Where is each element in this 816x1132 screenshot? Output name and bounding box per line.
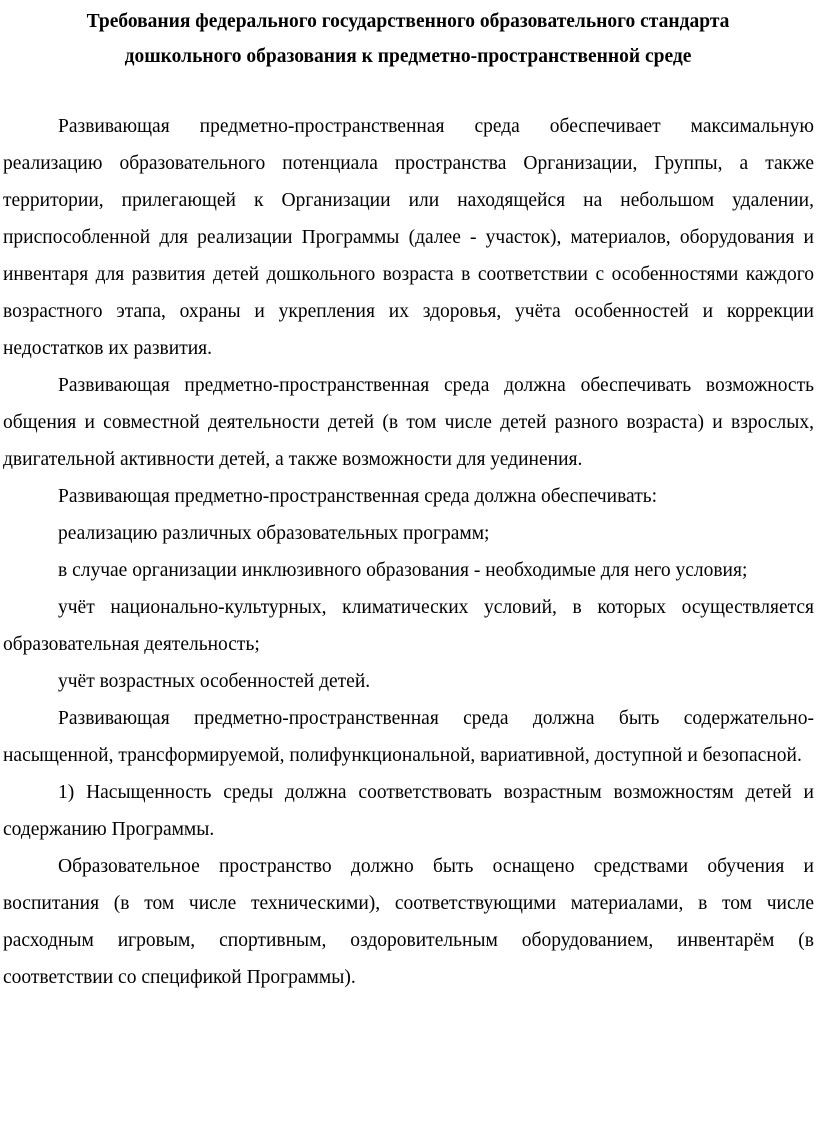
paragraph: Развивающая предметно-пространственная среда должна обеспечивать возможность общения и совместной деятельности детей (в том числе детей разного возраста) и взрослых, двигательной активности детей, а также возможности для уединения. <box>3 375 814 470</box>
document-body <box>3 108 814 996</box>
title-line-2: дошкольного образования к предметно-пространственной среде <box>124 46 692 67</box>
paragraph: 1) Насыщенность среды должна соответствовать возрастным возможностям детей и содержанию Программы. <box>3 782 814 840</box>
list-item: учёт национально-культурных, климатических условий, в которых осуществляется образовательная деятельность; <box>3 597 814 655</box>
document-title <box>10 4 806 74</box>
paragraph: Развивающая предметно-пространственная среда должна обеспечивать: <box>58 486 658 507</box>
title-line-1: Требования федерального государственного образовательного стандарта <box>86 11 730 32</box>
list-item: реализацию различных образовательных программ; <box>58 523 490 544</box>
paragraph: Развивающая предметно-пространственная среда должна быть содержательно-насыщенной, трансформируемой, полифункциональной, вариативной, доступной и безопасной. <box>3 708 814 766</box>
list-item: в случае организации инклюзивного образования - необходимые для него условия; <box>58 560 748 581</box>
paragraph: Образовательное пространство должно быть оснащено средствами обучения и воспитания (в том числе техническими), соответствующими материалами, в том числе расходным игровым, спортивным, оздоровительным оборудованием, инвентарём (в соответствии со спецификой Программы). <box>3 856 814 988</box>
paragraph: Развивающая предметно-пространственная среда обеспечивает максимальную реализацию образовательного потенциала пространства Организации, Группы, а также территории, прилегающей к Организации или находящейся на небольшом удалении, приспособленной для реализации Программы (далее - участок), материалов, оборудования и инвентаря для развития детей дошкольного возраста в соответствии с особенностями каждого возрастного этапа, охраны и укрепления их здоровья, учёта особенностей и коррекции недостатков их развития. <box>3 116 814 359</box>
list-item: учёт возрастных особенностей детей. <box>58 671 371 692</box>
